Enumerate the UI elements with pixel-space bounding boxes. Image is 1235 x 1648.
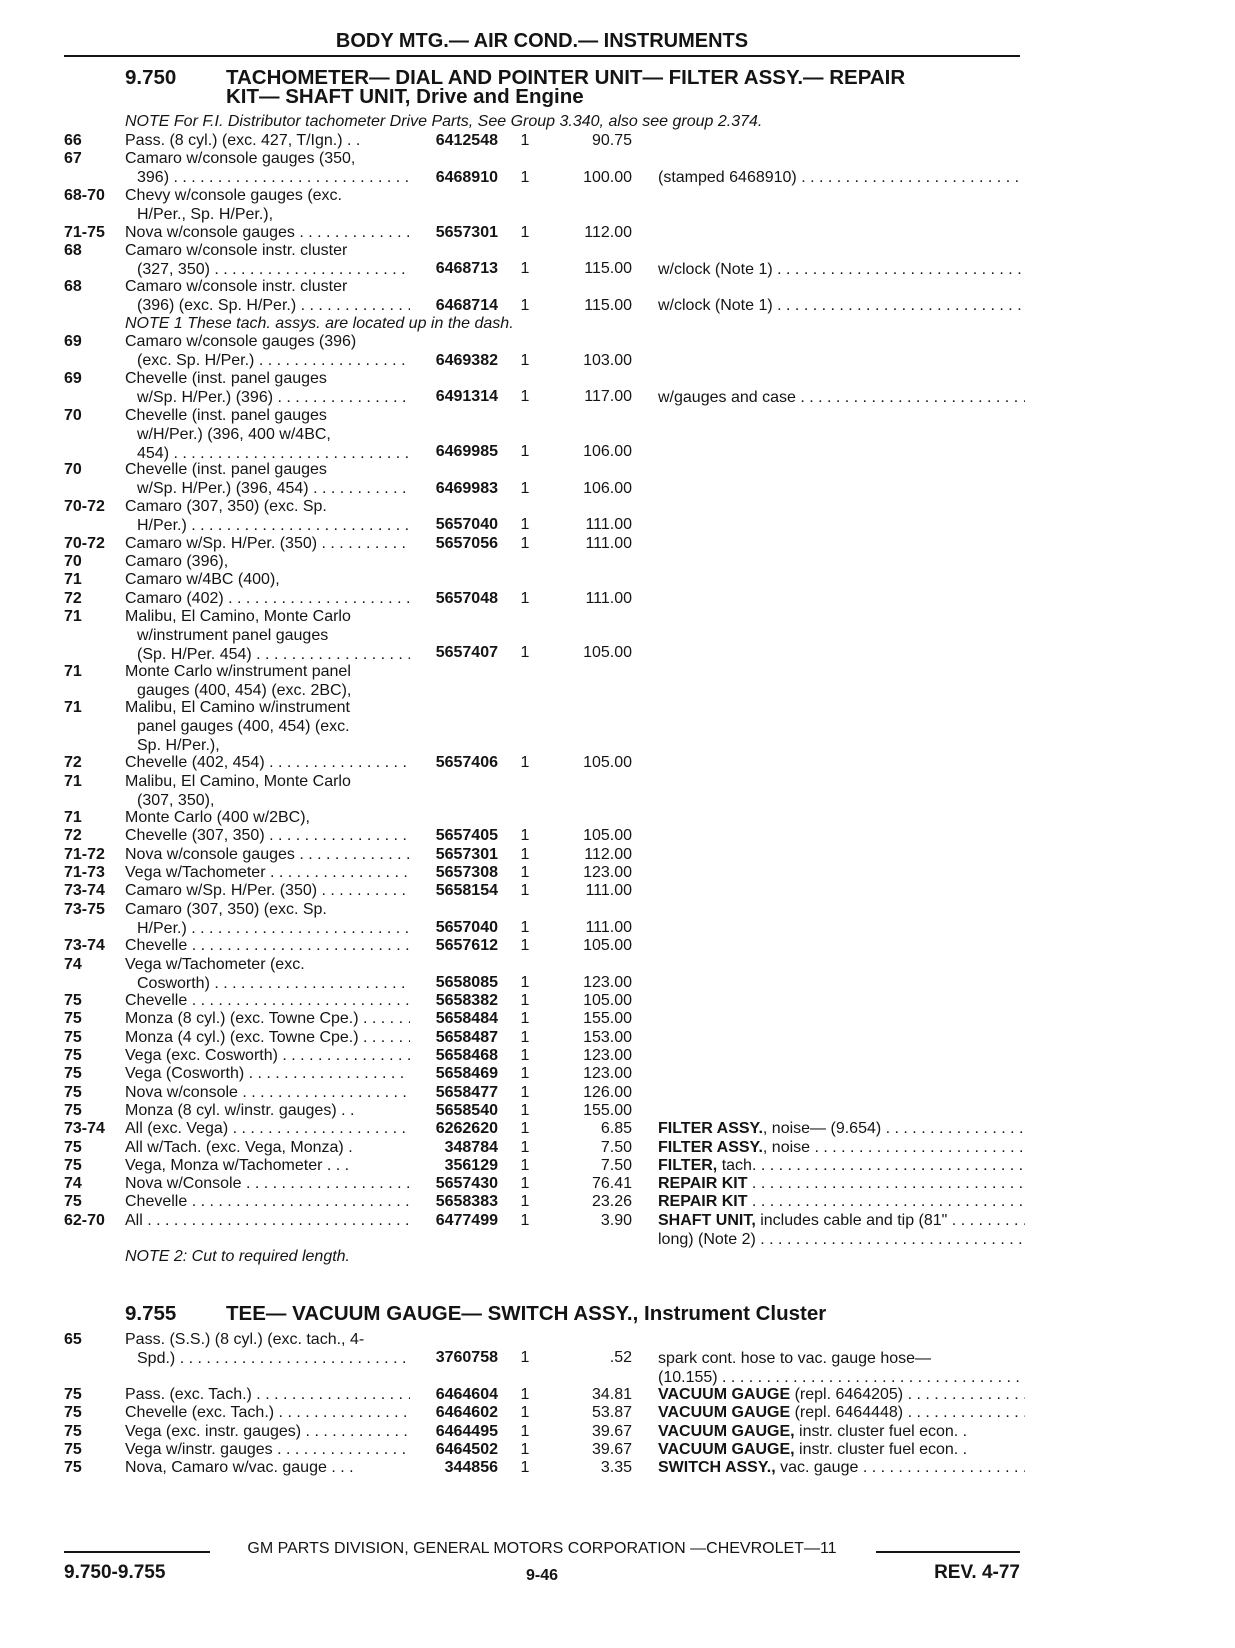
list-price: 106.00 xyxy=(583,479,632,497)
part-number: 5658383 xyxy=(435,1193,498,1211)
list-price: 112.00 xyxy=(584,845,632,863)
part-number: 6477499 xyxy=(435,1211,498,1229)
part-number: 5658477 xyxy=(435,1083,498,1101)
part-number: 6468713 xyxy=(435,260,498,278)
part-number: 5658382 xyxy=(435,992,498,1010)
model-year: 73-74 xyxy=(64,937,105,955)
model-year: 75 xyxy=(64,1385,82,1403)
list-price: 76.41 xyxy=(591,1175,632,1193)
part-number: 5657301 xyxy=(435,845,498,863)
quantity: 1 xyxy=(520,882,530,900)
list-price: 90.75 xyxy=(591,132,632,149)
quantity: 1 xyxy=(520,223,530,241)
list-price: 123.00 xyxy=(583,973,632,991)
application-description: Camaro w/4BC (400), xyxy=(125,571,280,589)
model-year: 71 xyxy=(64,662,82,680)
quantity: 1 xyxy=(520,937,530,955)
model-year: 70 xyxy=(64,406,82,424)
model-year: 69 xyxy=(64,369,82,387)
part-number: 5657430 xyxy=(435,1175,498,1193)
part-number: 6491314 xyxy=(435,388,498,406)
model-year: 70 xyxy=(64,461,82,479)
model-year: 75 xyxy=(64,1010,82,1028)
list-price: 106.00 xyxy=(583,443,632,461)
model-year: 71 xyxy=(64,571,82,589)
part-number: 5657308 xyxy=(435,864,498,881)
quantity: 1 xyxy=(520,260,530,278)
list-price: 126.00 xyxy=(583,1083,632,1101)
list-price: 155.00 xyxy=(583,1010,632,1028)
quantity: 1 xyxy=(520,992,530,1010)
part-number: 5658540 xyxy=(435,1101,498,1119)
list-price: 123.00 xyxy=(583,1065,632,1083)
application-description: Camaro (307, 350) (exc. Sp. H/Per.) . . . xyxy=(125,497,410,535)
model-year: 75 xyxy=(64,992,82,1010)
section-title-line: KIT— SHAFT UNIT, Drive and Engine xyxy=(226,85,584,108)
application-description: Nova w/Console . . . xyxy=(125,1174,410,1193)
part-number: 5658469 xyxy=(435,1065,498,1083)
part-number: 6469382 xyxy=(435,351,498,369)
model-year: 75 xyxy=(64,1065,82,1083)
section-title-line: TACHOMETER— DIAL AND POINTER UNIT— FILTER ASSY.— REPAIR xyxy=(226,66,906,89)
quantity: 1 xyxy=(520,1120,530,1138)
quantity: 1 xyxy=(520,1193,530,1211)
application-description: Monza (8 cyl. w/instr. gauges) . . xyxy=(125,1101,355,1119)
application-description: Camaro w/console gauges (396) (exc. Sp. H/Per.) . . . xyxy=(125,332,410,370)
remarks: VACUUM GAUGE (repl. 6464205) . . . xyxy=(658,1385,1025,1404)
list-price: 105.00 xyxy=(583,992,632,1010)
part-number: 5657301 xyxy=(435,223,498,241)
application-description: Pass. (exc. Tach.) . . . xyxy=(125,1385,410,1404)
model-year: 71 xyxy=(64,772,82,790)
list-price: 111.00 xyxy=(585,882,632,900)
list-price: 123.00 xyxy=(583,1047,632,1064)
remarks: (stamped 6468910) . . . xyxy=(658,149,1025,187)
application-description: Camaro (396), xyxy=(125,552,229,570)
part-number: 6468910 xyxy=(435,168,498,186)
list-price: 103.00 xyxy=(583,351,632,369)
application-description: Nova w/console gauges . . . xyxy=(125,845,410,864)
part-number: 6262620 xyxy=(435,1120,498,1138)
model-year: 75 xyxy=(64,1047,82,1064)
application-description: Chevelle (inst. panel gauges w/Sp. H/Per.) (396) . . . xyxy=(125,369,410,407)
model-year: 70 xyxy=(64,552,82,570)
quantity: 1 xyxy=(520,918,530,936)
quantity: 1 xyxy=(520,644,530,662)
remarks: w/gauges and case . . . xyxy=(658,369,1025,407)
list-price: 123.00 xyxy=(583,864,632,881)
list-price: 34.81 xyxy=(591,1385,632,1403)
part-number: 5657056 xyxy=(435,534,498,552)
list-price: 3.90 xyxy=(600,1211,632,1229)
part-number: 5657040 xyxy=(435,918,498,936)
list-price: 153.00 xyxy=(583,1028,632,1046)
application-description: Vega w/Tachometer . . . xyxy=(125,863,410,882)
application-description: Chevelle . . . xyxy=(125,1192,410,1211)
application-description: Camaro w/console instr. cluster (327, 350) . . . xyxy=(125,241,410,279)
application-description: Camaro w/Sp. H/Per. (350) . . . xyxy=(125,881,410,900)
model-year: 75 xyxy=(64,1138,82,1156)
quantity: 1 xyxy=(520,1385,530,1403)
model-year: 75 xyxy=(64,1101,82,1119)
model-year: 66 xyxy=(64,132,82,149)
model-year: 75 xyxy=(64,1422,82,1440)
quantity: 1 xyxy=(520,168,530,186)
application-description: Monte Carlo (400 w/2BC), xyxy=(125,809,310,827)
note: NOTE For F.I. Distributor tachometer Drive Parts, See Group 3.340, also see group 2.374. xyxy=(125,113,763,130)
part-number: 6464604 xyxy=(435,1385,498,1403)
quantity: 1 xyxy=(520,754,530,772)
list-price: 112.00 xyxy=(584,223,632,241)
quantity: 1 xyxy=(520,1404,530,1422)
model-year: 75 xyxy=(64,1083,82,1101)
remarks: FILTER ASSY., noise— (9.654) . . . xyxy=(658,1119,1025,1138)
model-year: 65 xyxy=(64,1331,82,1348)
model-year: 75 xyxy=(64,1440,82,1458)
section-heading-9750 xyxy=(0,68,1235,108)
remarks: VACUUM GAUGE (repl. 6464448) . . . xyxy=(658,1403,1025,1422)
application-description: All w/Tach. (exc. Vega, Monza) . xyxy=(125,1138,353,1156)
page-number: 9-46 xyxy=(525,1567,559,1584)
application-description: Camaro w/Sp. H/Per. (350) . . . xyxy=(125,534,410,553)
part-number: 5657405 xyxy=(435,827,498,845)
quantity: 1 xyxy=(520,1138,530,1156)
quantity: 1 xyxy=(520,827,530,845)
model-year: 75 xyxy=(64,1193,82,1211)
list-price: 6.85 xyxy=(600,1120,632,1138)
application-description: All (exc. Vega) . . . xyxy=(125,1119,410,1138)
remarks: VACUUM GAUGE, instr. cluster fuel econ. . xyxy=(658,1422,968,1440)
model-year: 72 xyxy=(64,754,82,772)
part-number: 6412548 xyxy=(435,132,498,149)
quantity: 1 xyxy=(520,864,530,881)
part-number: 5657040 xyxy=(435,516,498,534)
application-description: Vega w/Tachometer (exc. Cosworth) . . . xyxy=(125,955,410,993)
application-description: Monte Carlo w/instrument panel gauges (400, 454) (exc. 2BC), xyxy=(125,662,352,699)
model-year: 75 xyxy=(64,1028,82,1046)
remarks: SHAFT UNIT, includes cable and tip (81" . . . long) (Note 2) . . . xyxy=(658,1211,1025,1249)
application-description: Chevelle (307, 350) . . . xyxy=(125,826,410,845)
list-price: .52 xyxy=(609,1349,632,1367)
quantity: 1 xyxy=(520,1459,530,1477)
model-year: 74 xyxy=(64,1175,82,1193)
application-description: Malibu, El Camino, Monte Carlo w/instrument panel gauges (Sp. H/Per. 454) . . . xyxy=(125,607,410,664)
model-year: 71 xyxy=(64,699,82,717)
application-description: Chevelle (exc. Tach.) . . . xyxy=(125,1403,410,1422)
section-number: 9.755 xyxy=(125,1302,177,1325)
application-description: Vega w/instr. gauges . . . xyxy=(125,1440,410,1459)
application-description: Vega, Monza w/Tachometer . . . xyxy=(125,1156,350,1174)
application-description: Chevelle (402, 454) . . . xyxy=(125,753,410,772)
part-number: 5657048 xyxy=(435,589,498,607)
quantity: 1 xyxy=(520,351,530,369)
quantity: 1 xyxy=(520,1422,530,1440)
quantity: 1 xyxy=(520,296,530,314)
model-year: 68 xyxy=(64,241,82,259)
application-description: Chevelle (inst. panel gauges w/H/Per.) (396, 400 w/4BC, 454) . . . xyxy=(125,406,410,463)
list-price: 111.00 xyxy=(585,516,632,534)
model-year: 74 xyxy=(64,955,82,973)
list-price: 111.00 xyxy=(585,534,632,552)
list-price: 115.00 xyxy=(584,296,632,314)
remarks: w/clock (Note 1) . . . xyxy=(658,241,1025,279)
part-number: 6464502 xyxy=(435,1440,498,1458)
list-price: 115.00 xyxy=(584,260,632,278)
remarks: FILTER, tach. . . . xyxy=(658,1156,1025,1175)
footer-division: GM PARTS DIVISION, GENERAL MOTORS CORPORATION —CHEVROLET—11 xyxy=(247,1540,837,1557)
quantity: 1 xyxy=(520,1028,530,1046)
quantity: 1 xyxy=(520,1010,530,1028)
list-price: 117.00 xyxy=(584,388,632,406)
remarks: SWITCH ASSY., vac. gauge . . . xyxy=(658,1458,1025,1477)
quantity: 1 xyxy=(520,1156,530,1174)
section-heading-9755 xyxy=(0,1304,1235,1326)
remarks: FILTER ASSY., noise . . . xyxy=(658,1138,1025,1157)
model-year: 67 xyxy=(64,150,82,168)
part-number: 6468714 xyxy=(435,296,498,314)
application-description: Nova w/console . . . xyxy=(125,1083,410,1102)
remarks: REPAIR KIT . . . xyxy=(658,1174,1025,1193)
page-header: BODY MTG.— AIR COND.— INSTRUMENTS xyxy=(64,28,1020,57)
model-year: 73-75 xyxy=(64,900,105,918)
model-year: 73-74 xyxy=(64,1120,105,1138)
model-year: 71 xyxy=(64,809,82,827)
quantity: 1 xyxy=(520,1065,530,1083)
quantity: 1 xyxy=(520,1047,530,1064)
model-year: 69 xyxy=(64,333,82,351)
model-year: 62-70 xyxy=(64,1211,105,1229)
part-number: 344856 xyxy=(444,1459,498,1477)
footer-group-range: 9.750-9.755 xyxy=(64,1562,166,1583)
part-number: 5657407 xyxy=(435,644,498,662)
part-number: 6464602 xyxy=(435,1404,498,1422)
remarks: VACUUM GAUGE, instr. cluster fuel econ. . xyxy=(658,1440,968,1458)
application-description: Pass. (S.S.) (8 cyl.) (exc. tach., 4- Spd.) . . . xyxy=(125,1330,410,1368)
application-description: Chevelle (inst. panel gauges w/Sp. H/Per.) (396, 454) . . . xyxy=(125,460,410,498)
model-year: 72 xyxy=(64,589,82,607)
application-description: Nova, Camaro w/vac. gauge . . . xyxy=(125,1459,354,1477)
section-number: 9.750 xyxy=(125,66,177,89)
application-description: Camaro (402) . . . xyxy=(125,589,410,608)
quantity: 1 xyxy=(520,443,530,461)
model-year: 72 xyxy=(64,827,82,845)
part-number: 5657406 xyxy=(435,754,498,772)
list-price: 100.00 xyxy=(583,168,632,186)
list-price: 53.87 xyxy=(591,1404,632,1422)
remarks: REPAIR KIT . . . xyxy=(658,1192,1025,1211)
application-description: Monza (4 cyl.) (exc. Towne Cpe.) . . . xyxy=(125,1028,410,1047)
part-number: 5658484 xyxy=(435,1010,498,1028)
part-number: 5658085 xyxy=(435,973,498,991)
quantity: 1 xyxy=(520,589,530,607)
list-price: 105.00 xyxy=(583,644,632,662)
list-price: 3.35 xyxy=(600,1459,632,1477)
model-year: 75 xyxy=(64,1459,82,1477)
quantity: 1 xyxy=(520,1083,530,1101)
remarks: spark cont. hose to vac. gauge hose— (10.155) . . . xyxy=(658,1330,1025,1387)
application-description: Chevy w/console gauges (exc. H/Per., Sp. H/Per.), xyxy=(125,186,342,223)
application-description: Camaro w/console gauges (350, 396) . . . xyxy=(125,149,410,187)
part-number: 348784 xyxy=(444,1138,498,1156)
part-number: 3760758 xyxy=(435,1349,498,1367)
application-description: Vega (exc. instr. gauges) . . . xyxy=(125,1422,410,1441)
quantity: 1 xyxy=(520,1175,530,1193)
list-price: 23.26 xyxy=(591,1193,632,1211)
list-price: 39.67 xyxy=(591,1440,632,1458)
application-description: Chevelle . . . xyxy=(125,991,410,1010)
quantity: 1 xyxy=(520,973,530,991)
model-year: 71-73 xyxy=(64,864,105,881)
part-number: 6464495 xyxy=(435,1422,498,1440)
part-number: 6469985 xyxy=(435,443,498,461)
application-description: Vega (exc. Cosworth) . . . xyxy=(125,1046,410,1065)
quantity: 1 xyxy=(520,1211,530,1229)
quantity: 1 xyxy=(520,388,530,406)
part-number: 356129 xyxy=(444,1156,498,1174)
section-title: TEE— VACUUM GAUGE— SWITCH ASSY., Instrument Cluster xyxy=(226,1302,827,1325)
model-year: 70-72 xyxy=(64,534,105,552)
list-price: 39.67 xyxy=(591,1422,632,1440)
application-description: Malibu, El Camino, Monte Carlo (307, 350), xyxy=(125,772,351,809)
application-description: Chevelle . . . xyxy=(125,936,410,955)
part-number: 5657612 xyxy=(435,937,498,955)
list-price: 155.00 xyxy=(583,1101,632,1119)
quantity: 1 xyxy=(520,534,530,552)
list-price: 7.50 xyxy=(600,1138,632,1156)
part-number: 5658468 xyxy=(435,1047,498,1064)
model-year: 71-75 xyxy=(64,223,105,241)
model-year: 68 xyxy=(64,278,82,296)
quantity: 1 xyxy=(520,1349,530,1367)
application-description: Camaro w/console instr. cluster (396) (exc. Sp. H/Per.) . . . xyxy=(125,277,410,315)
application-description: All . . . xyxy=(125,1211,410,1230)
application-description: Monza (8 cyl.) (exc. Towne Cpe.) . . . xyxy=(125,1009,410,1028)
quantity: 1 xyxy=(520,132,530,149)
quantity: 1 xyxy=(520,1440,530,1458)
part-number: 5658154 xyxy=(435,882,498,900)
quantity: 1 xyxy=(520,845,530,863)
list-price: 105.00 xyxy=(583,937,632,955)
model-year: 70-72 xyxy=(64,498,105,515)
application-description: Vega (Cosworth) . . . xyxy=(125,1064,410,1083)
quantity: 1 xyxy=(520,479,530,497)
part-number: 6469983 xyxy=(435,479,498,497)
application-description: Camaro (307, 350) (exc. Sp. H/Per.) . . . xyxy=(125,900,410,938)
note: NOTE 1 These tach. assys. are located up in the dash. xyxy=(125,315,514,332)
list-price: 105.00 xyxy=(583,827,632,845)
model-year: 71-72 xyxy=(64,845,105,863)
list-price: 111.00 xyxy=(585,918,632,936)
list-price: 111.00 xyxy=(585,589,632,607)
model-year: 75 xyxy=(64,1156,82,1174)
application-description: Nova w/console gauges . . . xyxy=(125,223,410,242)
quantity: 1 xyxy=(520,516,530,534)
model-year: 71 xyxy=(64,607,82,625)
list-price: 7.50 xyxy=(600,1156,632,1174)
application-description: Pass. (8 cyl.) (exc. 427, T/Ign.) . . xyxy=(125,132,361,149)
note: NOTE 2: Cut to required length. xyxy=(125,1248,350,1266)
remarks: w/clock (Note 1) . . . xyxy=(658,277,1025,315)
section-title xyxy=(226,68,1026,106)
quantity: 1 xyxy=(520,1101,530,1119)
list-price: 105.00 xyxy=(583,754,632,772)
revision: REV. 4-77 xyxy=(934,1562,1020,1583)
model-year: 68-70 xyxy=(64,186,105,204)
part-number: 5658487 xyxy=(435,1028,498,1046)
model-year: 75 xyxy=(64,1404,82,1422)
model-year: 73-74 xyxy=(64,882,105,900)
application-description: Malibu, El Camino w/instrument panel gauges (400, 454) (exc. Sp. H/Per.), xyxy=(125,699,350,755)
